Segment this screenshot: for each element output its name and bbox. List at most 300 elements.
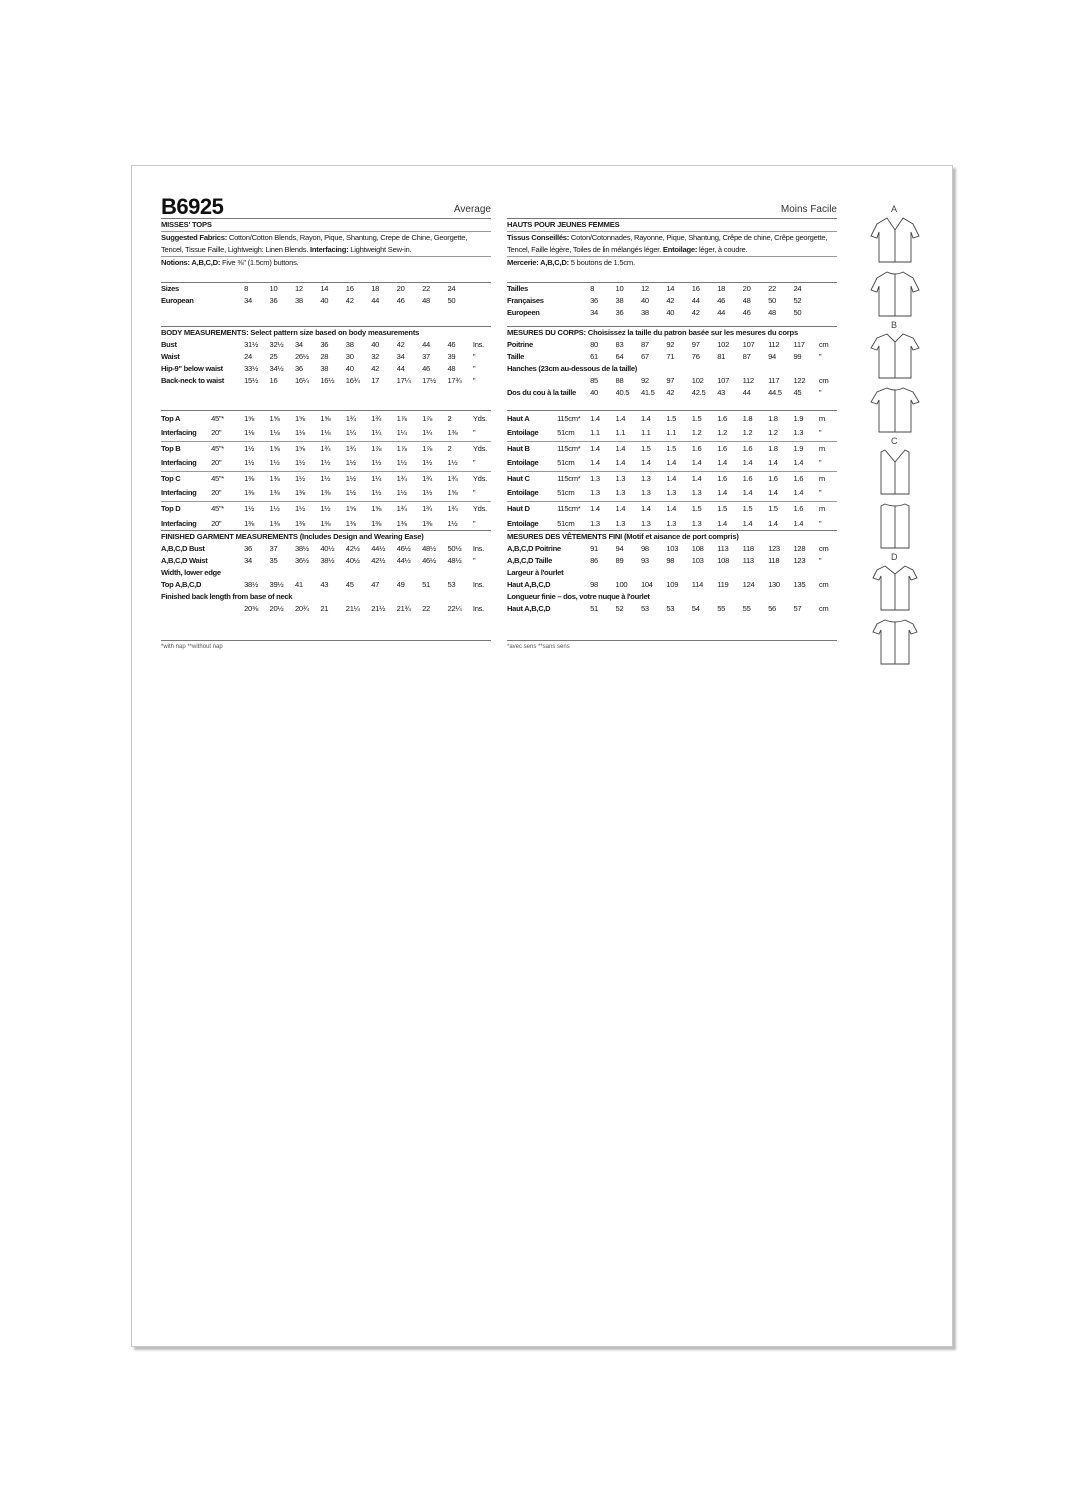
yardage-value: 1.3 xyxy=(640,518,651,528)
row-label: Waist xyxy=(161,352,180,361)
size-value: 38 xyxy=(294,296,303,305)
body-measurements-heading-fr: MESURES DU CORPS: Choisissez la taille du patron basée sur les mesures du corps xyxy=(507,328,798,337)
table-row xyxy=(507,283,837,295)
row-label: Width, lower edge xyxy=(161,568,221,577)
notions-label: Notions: A,B,C,D: xyxy=(161,258,221,267)
yardage-value: 1.6 xyxy=(692,441,717,456)
unit-label: " xyxy=(818,556,822,565)
yardage-value: 1⅛ xyxy=(320,428,331,438)
yardage-value: 1⅝ xyxy=(269,413,280,423)
table-row xyxy=(161,603,491,615)
size-value: 38 xyxy=(615,296,624,305)
size-value: 8 xyxy=(244,284,249,293)
table-row xyxy=(161,339,491,351)
yardage-value: 1.4 xyxy=(666,458,677,468)
size-value: 122 xyxy=(793,376,806,385)
size-value: 18 xyxy=(371,284,380,293)
size-value: 42½ xyxy=(345,544,360,553)
fabric-width: 115cm* xyxy=(557,501,590,516)
finished-measurements-table xyxy=(161,543,491,615)
size-value: 123 xyxy=(793,556,806,565)
fabric-width: 115cm* xyxy=(557,413,581,423)
size-value: 38 xyxy=(345,340,354,349)
yardage-value: 1½ xyxy=(295,471,320,486)
yardage-value: 1.4 xyxy=(717,488,727,498)
yardage-value: 1.4 xyxy=(590,501,615,516)
table-row xyxy=(507,363,837,375)
size-value: 36 xyxy=(244,544,252,553)
size-value: 50½ xyxy=(447,544,462,553)
finished-measurements-heading-fr: MESURES DES VÊTEMENTS FINI (Motif et aisance de port compris) xyxy=(507,532,739,541)
unit-label: " xyxy=(818,458,822,468)
size-value: 108 xyxy=(691,544,704,553)
yardage-value: 1⅞ xyxy=(397,441,422,456)
view-b-front-sketch xyxy=(869,330,921,382)
size-value: 40 xyxy=(371,340,380,349)
size-value: 21½ xyxy=(371,604,386,613)
size-value: 97 xyxy=(691,340,700,349)
info-block-fr xyxy=(507,218,837,269)
size-value: 34 xyxy=(294,340,303,349)
size-value: 57 xyxy=(793,604,802,613)
yardage-value: 1¾ xyxy=(346,441,371,456)
yardage-value: 1½ xyxy=(447,458,458,468)
unit-label: " xyxy=(818,488,822,498)
yardage-value: 1.4 xyxy=(793,488,804,498)
size-value: 123 xyxy=(768,544,780,553)
size-value: 54 xyxy=(691,604,700,613)
size-value: 39 xyxy=(447,352,456,361)
table-row xyxy=(507,579,837,591)
size-value: 44 xyxy=(742,388,751,397)
row-label: Europeen xyxy=(507,308,540,317)
fabric-width: 115cm* xyxy=(557,471,590,486)
yardage-value: 1⅜ xyxy=(422,518,433,528)
size-value: 107 xyxy=(717,376,729,385)
yardage-row xyxy=(507,441,837,456)
yardage-value: 1.3 xyxy=(615,518,626,528)
unit-label: Yds. xyxy=(473,501,491,516)
row-label xyxy=(161,603,244,615)
yardage-value: 1.4 xyxy=(640,413,651,423)
row-label: Interfacing xyxy=(161,428,197,438)
table-row xyxy=(161,567,491,579)
size-value: 40.5 xyxy=(615,388,630,397)
pattern-back-sheet xyxy=(131,165,953,1347)
size-value: 52 xyxy=(793,296,802,305)
size-value: 93 xyxy=(640,556,649,565)
yardage-value: 1.4 xyxy=(742,458,753,468)
size-value: 88 xyxy=(615,376,624,385)
size-value: 12 xyxy=(294,284,303,293)
size-value: 40 xyxy=(640,296,649,305)
yardage-value: 1.1 xyxy=(615,428,626,438)
interfacing-text-fr: léger, à coudre. xyxy=(699,245,748,254)
view-b-back-sketch xyxy=(869,384,921,436)
yardage-row xyxy=(161,501,491,516)
size-value: 22¼ xyxy=(447,604,462,613)
size-value: 108 xyxy=(717,556,729,565)
garment-title: MISSES' TOPS xyxy=(161,220,212,229)
size-value: 39½ xyxy=(269,580,284,589)
yardage-value: 1⅜ xyxy=(244,471,269,486)
unit-label: m xyxy=(819,501,837,516)
size-value: 10 xyxy=(615,284,624,293)
yardage-value: 1½ xyxy=(269,458,280,468)
size-value: 92 xyxy=(666,340,675,349)
row-label: European xyxy=(161,296,194,305)
row-label: Interfacing xyxy=(161,488,197,498)
yardage-value: 1.4 xyxy=(590,458,600,468)
yardage-value: 1⅝ xyxy=(244,413,255,423)
unit-label: m xyxy=(819,471,837,486)
yardage-value: 1.6 xyxy=(793,471,818,486)
view-d-front-sketch xyxy=(869,562,921,614)
fabrics-paragraph xyxy=(161,231,491,256)
yardage-value: 1⅜ xyxy=(244,518,255,528)
row-label: Bust xyxy=(161,340,177,349)
yardage-row xyxy=(507,456,837,471)
difficulty-label: Average xyxy=(453,204,491,215)
size-value: 86 xyxy=(590,556,598,565)
unit-label xyxy=(819,283,837,295)
size-value: 45 xyxy=(345,580,354,589)
yardage-row xyxy=(161,516,491,531)
fabric-width: 51cm xyxy=(557,458,575,468)
body-measurements-table-fr xyxy=(507,339,837,399)
size-value: 89 xyxy=(615,556,624,565)
row-label: Top D xyxy=(161,501,211,516)
fabric-width: 45"* xyxy=(211,501,244,516)
yardage-value: 1¾ xyxy=(397,471,422,486)
size-value: 44 xyxy=(396,364,405,373)
yardage-value: 1.2 xyxy=(742,428,753,438)
size-value: 98 xyxy=(666,556,675,565)
size-value: 80 xyxy=(590,340,598,349)
notions-line-fr xyxy=(507,256,837,269)
size-value: 64 xyxy=(615,352,624,361)
size-value: 21¼ xyxy=(345,604,360,613)
size-value: 16¾ xyxy=(345,376,360,385)
size-value: 21 xyxy=(320,604,329,613)
yardage-table xyxy=(161,411,491,531)
row-label: Haut D xyxy=(507,501,557,516)
size-value: 98 xyxy=(640,544,649,553)
yardage-value: 1½ xyxy=(422,458,433,468)
size-value: 100 xyxy=(615,580,628,589)
size-value: 46 xyxy=(742,308,751,317)
size-value: 37 xyxy=(269,544,278,553)
unit-label: " xyxy=(818,428,822,438)
unit-label: " xyxy=(472,488,476,498)
yardage-value: 1.5 xyxy=(691,413,702,423)
yardage-value: 1¾ xyxy=(422,471,447,486)
size-value: 112 xyxy=(768,340,780,349)
yardage-value: 1.8 xyxy=(768,441,793,456)
yardage-value: 2 xyxy=(447,413,452,423)
size-value: 50 xyxy=(793,308,802,317)
yardage-value: 1⅜ xyxy=(294,518,305,528)
size-value: 42 xyxy=(345,296,354,305)
fabric-width: 20" xyxy=(211,428,222,438)
size-value: 44.5 xyxy=(768,388,782,397)
size-value: 10 xyxy=(269,284,278,293)
yardage-value: 1.4 xyxy=(742,488,753,498)
yardage-value: 1.3 xyxy=(616,471,641,486)
pattern-code: B6925 xyxy=(161,194,224,219)
unit-label xyxy=(819,295,837,307)
row-label: Largeur à l'ourlet xyxy=(507,568,564,577)
yardage-value: 1½ xyxy=(295,501,320,516)
size-value: 43 xyxy=(320,580,329,589)
size-value: 97 xyxy=(666,376,675,385)
yardage-row xyxy=(161,471,491,486)
size-value: 92 xyxy=(640,376,649,385)
size-value: 91 xyxy=(590,544,598,553)
unit-label: Ins. xyxy=(472,604,484,613)
size-value: 36 xyxy=(320,340,329,349)
row-label: Back-neck to waist xyxy=(161,376,224,385)
yardage-block xyxy=(161,410,491,531)
size-value: 26½ xyxy=(294,352,309,361)
fabric-width: 51cm xyxy=(557,428,575,438)
yardage-value: 1.5 xyxy=(692,501,717,516)
yardage-value: 1.6 xyxy=(717,413,727,423)
sizes-table-fr xyxy=(507,283,837,319)
size-value: 87 xyxy=(640,340,649,349)
size-value: 48½ xyxy=(422,544,436,553)
size-value: 119 xyxy=(717,580,729,589)
yardage-value: 1⅝ xyxy=(320,413,331,423)
table-row xyxy=(161,363,491,375)
yardage-value: 1.4 xyxy=(717,518,727,528)
size-value: 38 xyxy=(640,308,649,317)
size-value: 49 xyxy=(396,580,405,589)
row-label: Dos du cou à la taille xyxy=(507,388,576,397)
unit-label: " xyxy=(818,518,822,528)
fabric-width: 45"* xyxy=(211,413,224,423)
size-value: 44 xyxy=(422,340,430,349)
size-value: 98 xyxy=(590,580,598,589)
size-value: 33½ xyxy=(244,364,258,373)
yardage-value: 1⅝ xyxy=(346,501,371,516)
finished-measurements-table-fr xyxy=(507,543,837,615)
yardage-value: 1¾ xyxy=(320,441,345,456)
yardage-value: 1.4 xyxy=(768,458,778,468)
size-value: 44½ xyxy=(371,544,386,553)
yardage-value: 1¼ xyxy=(371,428,382,438)
size-value: 46 xyxy=(447,340,456,349)
size-value: 53 xyxy=(640,604,649,613)
yardage-value: 1½ xyxy=(371,458,382,468)
yardage-value: 1.2 xyxy=(717,428,727,438)
size-value: 32 xyxy=(371,352,380,361)
yardage-row xyxy=(507,471,837,486)
yardage-value: 1.3 xyxy=(590,518,600,528)
table-row xyxy=(507,591,837,603)
yardage-value: 1.3 xyxy=(615,488,626,498)
yardage-value: 1.2 xyxy=(768,428,778,438)
yardage-value: 1½ xyxy=(244,441,269,456)
size-value: 118 xyxy=(768,556,780,565)
yardage-value: 1⅜ xyxy=(371,518,382,528)
size-value: 47 xyxy=(371,580,380,589)
yardage-value: 1⅜ xyxy=(244,488,255,498)
table-row xyxy=(507,351,837,363)
size-value: 24 xyxy=(793,284,802,293)
size-value: 42 xyxy=(396,340,405,349)
body-measurements-table xyxy=(161,339,491,387)
size-value: 46½ xyxy=(396,544,411,553)
yardage-value: 1.4 xyxy=(616,501,641,516)
size-value: 71 xyxy=(666,352,675,361)
notions-text-fr: 5 boutons de 1.5cm. xyxy=(570,258,635,267)
yardage-row xyxy=(507,486,837,501)
row-label: Haut C xyxy=(507,471,557,486)
size-value: 42.5 xyxy=(691,388,706,397)
interfacing-label-fr: Entoilage: xyxy=(662,245,698,254)
yardage-value: 1½ xyxy=(320,458,331,468)
size-value: 44 xyxy=(717,308,726,317)
size-value: 51 xyxy=(422,580,430,589)
view-c-back-sketch xyxy=(869,500,921,552)
yardage-table-fr xyxy=(507,411,837,531)
row-label: Interfacing xyxy=(161,518,197,528)
size-value: 21¾ xyxy=(396,604,411,613)
unit-label: Ins. xyxy=(472,580,484,589)
yardage-value: 1⅝ xyxy=(447,488,458,498)
row-label: Haut A,B,C,D xyxy=(507,580,551,589)
sizes-table xyxy=(161,283,491,307)
size-value: 46 xyxy=(717,296,726,305)
yardage-value: 1⅝ xyxy=(270,441,295,456)
size-value: 109 xyxy=(666,580,679,589)
row-label: Interfacing xyxy=(161,458,197,468)
size-value: 16 xyxy=(269,376,278,385)
row-label: Top B xyxy=(161,441,211,456)
table-row xyxy=(507,339,837,351)
size-value: 20¾ xyxy=(294,604,309,613)
yardage-value: 1.3 xyxy=(641,471,666,486)
size-value: 44 xyxy=(371,296,380,305)
yardage-value: 1.3 xyxy=(590,488,600,498)
finished-measurements-block-fr xyxy=(507,530,837,615)
fabrics-label-fr: Tissus Conseillés: xyxy=(507,233,570,242)
row-label: Entoilage xyxy=(507,518,539,528)
yardage-row xyxy=(507,501,837,516)
size-value: 55 xyxy=(742,604,751,613)
yardage-value: 1⅝ xyxy=(295,441,320,456)
fabric-width: 20" xyxy=(211,458,222,468)
size-value: 36½ xyxy=(294,556,309,565)
fabric-width: 20" xyxy=(211,488,222,498)
size-value: 117 xyxy=(768,376,780,385)
size-value: 34 xyxy=(244,556,252,565)
footnote: *with nap **without nap xyxy=(161,644,223,650)
view-letter-b: B xyxy=(891,320,898,330)
yardage-value: 1.3 xyxy=(691,518,702,528)
yardage-value: 1.3 xyxy=(666,488,677,498)
size-value: 94 xyxy=(615,544,624,553)
yardage-value: 1⅛ xyxy=(269,428,280,438)
size-value: 130 xyxy=(768,580,780,589)
size-value: 22 xyxy=(768,284,776,293)
size-value: 36 xyxy=(269,296,278,305)
fabrics-label: Suggested Fabrics: xyxy=(161,233,227,242)
size-value: 22 xyxy=(422,284,430,293)
yardage-value: 1.5 xyxy=(666,441,691,456)
size-value: 103 xyxy=(666,544,679,553)
size-value: 107 xyxy=(742,340,755,349)
table-row xyxy=(161,351,491,363)
size-value: 32½ xyxy=(269,340,284,349)
size-value: 24 xyxy=(244,352,252,361)
fabric-width: 20" xyxy=(211,518,222,528)
size-value: 42 xyxy=(691,308,700,317)
size-value: 117 xyxy=(793,340,805,349)
view-letter-c: C xyxy=(891,436,898,446)
size-value: 8 xyxy=(590,284,595,293)
size-value: 50 xyxy=(768,296,776,305)
size-value: 102 xyxy=(691,376,704,385)
size-value: 14 xyxy=(320,284,329,293)
row-label xyxy=(507,375,590,387)
view-d-back-sketch xyxy=(869,616,921,668)
row-label: Haut B xyxy=(507,441,557,456)
yardage-row xyxy=(161,426,491,441)
yardage-value: 1.9 xyxy=(793,441,818,456)
yardage-block-fr xyxy=(507,410,837,531)
yardage-value: 1.4 xyxy=(615,413,626,423)
yardage-value: 1.5 xyxy=(768,501,793,516)
fabrics-paragraph-fr xyxy=(507,231,837,256)
row-label: A,B,C,D Waist xyxy=(161,556,208,565)
yardage-value: 1⅞ xyxy=(396,413,407,423)
size-value: 128 xyxy=(793,544,806,553)
fabric-width: 51cm xyxy=(557,488,575,498)
yardage-value: 1½ xyxy=(244,458,255,468)
sizes-block-fr xyxy=(507,282,837,319)
size-value: 42½ xyxy=(371,556,386,565)
row-label: Françaises xyxy=(507,296,544,305)
size-value: 124 xyxy=(742,580,755,589)
unit-label: " xyxy=(472,352,476,361)
size-value: 36 xyxy=(615,308,624,317)
row-label: Longueur finie – dos, votre nuque à l'ourlet xyxy=(507,592,650,601)
yardage-value: 1¼ xyxy=(371,471,396,486)
yardage-value: 1⅞ xyxy=(422,441,447,456)
yardage-value: 1.6 xyxy=(743,471,768,486)
size-value: 46½ xyxy=(422,556,436,565)
yardage-value: 1½ xyxy=(320,501,345,516)
yardage-row xyxy=(161,486,491,501)
size-value: 48 xyxy=(447,364,456,373)
yardage-value: 1¾ xyxy=(422,501,447,516)
size-value: 61 xyxy=(590,352,598,361)
yardage-value: 1⅜ xyxy=(270,471,295,486)
unit-label xyxy=(473,295,491,307)
size-value: 53 xyxy=(666,604,675,613)
row-label: Tailles xyxy=(507,284,528,293)
row-label: Hip-9" below waist xyxy=(161,364,223,373)
size-value: 83 xyxy=(615,340,624,349)
yardage-value: 1.8 xyxy=(742,413,753,423)
yardage-row xyxy=(161,441,491,456)
yardage-value: 1.2 xyxy=(691,428,702,438)
yardage-value: 1.4 xyxy=(666,501,691,516)
size-value: 52 xyxy=(615,604,624,613)
size-value: 40 xyxy=(320,296,329,305)
